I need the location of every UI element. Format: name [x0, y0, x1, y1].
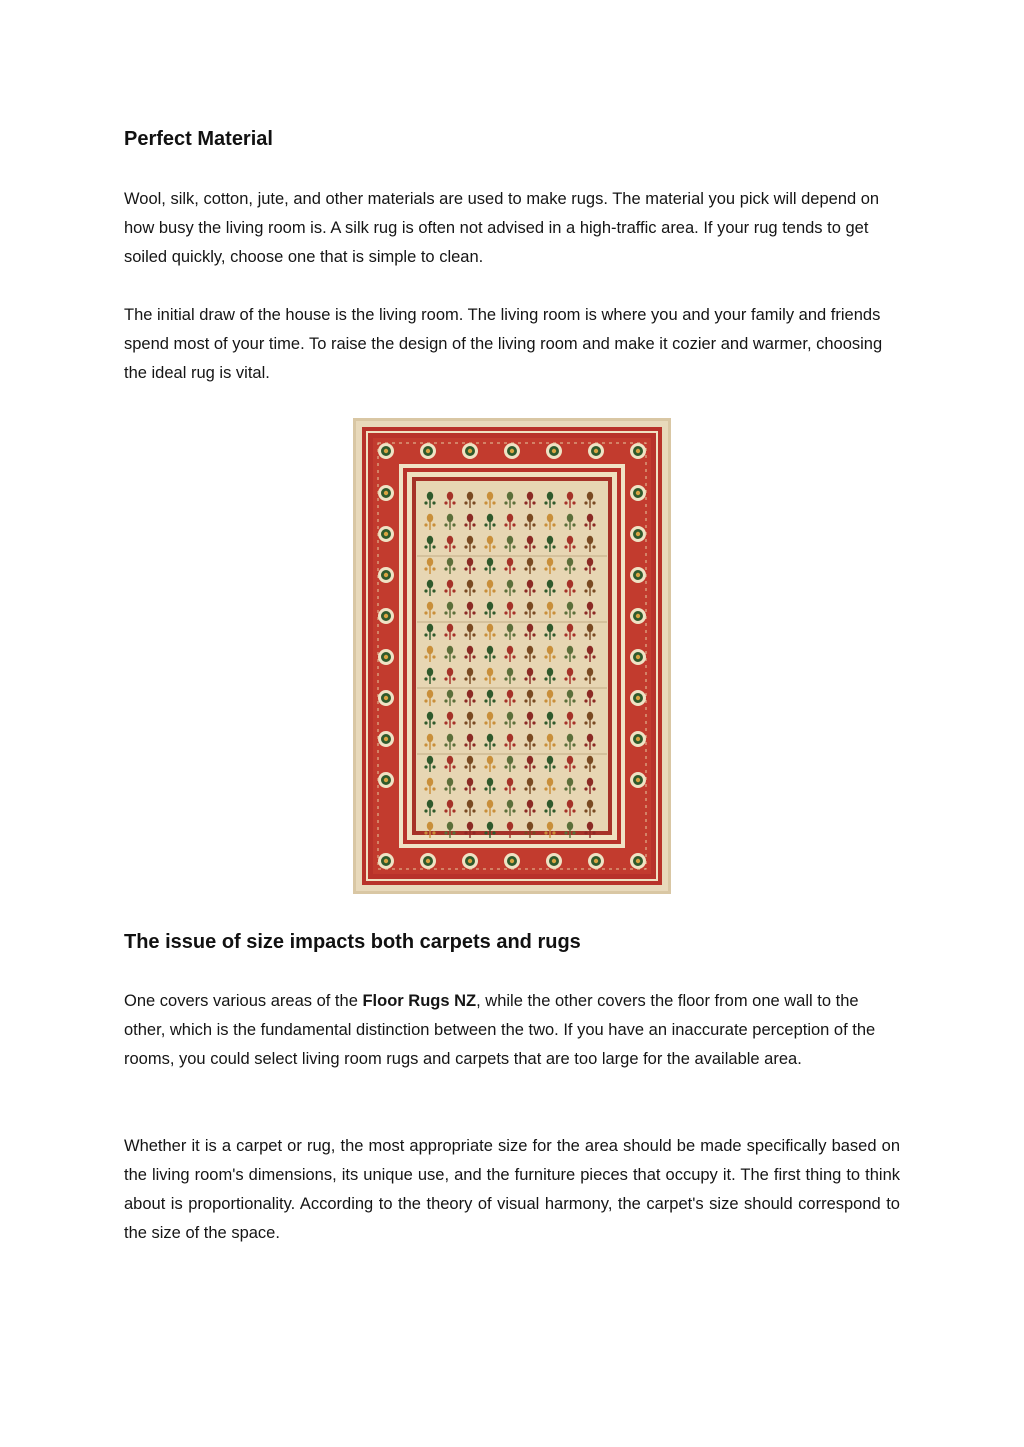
paragraph-text: , while the other covers the floor from one wall to the other, which is the fundamental distinction between the two. If you have an inaccurate perception of the rooms, you could select living room rugs and carpets that are too large for the available area.	[124, 992, 876, 1068]
paragraph-text: One covers various areas of the	[124, 992, 363, 1010]
rug-illustration	[353, 418, 671, 894]
paragraph-appropriate-size: Whether it is a carpet or rug, the most appropriate size for the area should be made specifically based on the living room's dimensions, its unique use, and the furniture pieces that occupy it. The first thing to think about is proportionality. According to the theory of visual harmony, the carpet's size should correspond to the size of the space.	[124, 1137, 900, 1242]
section-heading-size: The issue of size impacts both carpets and rugs	[124, 931, 581, 953]
floor-rugs-link-text: Floor Rugs NZ	[362, 992, 477, 1010]
paragraph-rugs-vs-carpets	[124, 987, 900, 1074]
section-heading-perfect-material: Perfect Material	[124, 128, 273, 150]
rug-image	[353, 418, 671, 894]
paragraph-materials: Wool, silk, cotton, jute, and other materials are used to make rugs. The material you pick will depend on how busy the living room is. A silk rug is often not advised in a high-traffic area. If your rug tends to get soiled quickly, choose one that is simple to clean.	[124, 190, 880, 266]
paragraph-living-room: The initial draw of the house is the living room. The living room is where you and your family and friends spend most of your time. To raise the design of the living room and make it cozier and warmer, choosing the ideal rug is vital.	[124, 306, 883, 382]
